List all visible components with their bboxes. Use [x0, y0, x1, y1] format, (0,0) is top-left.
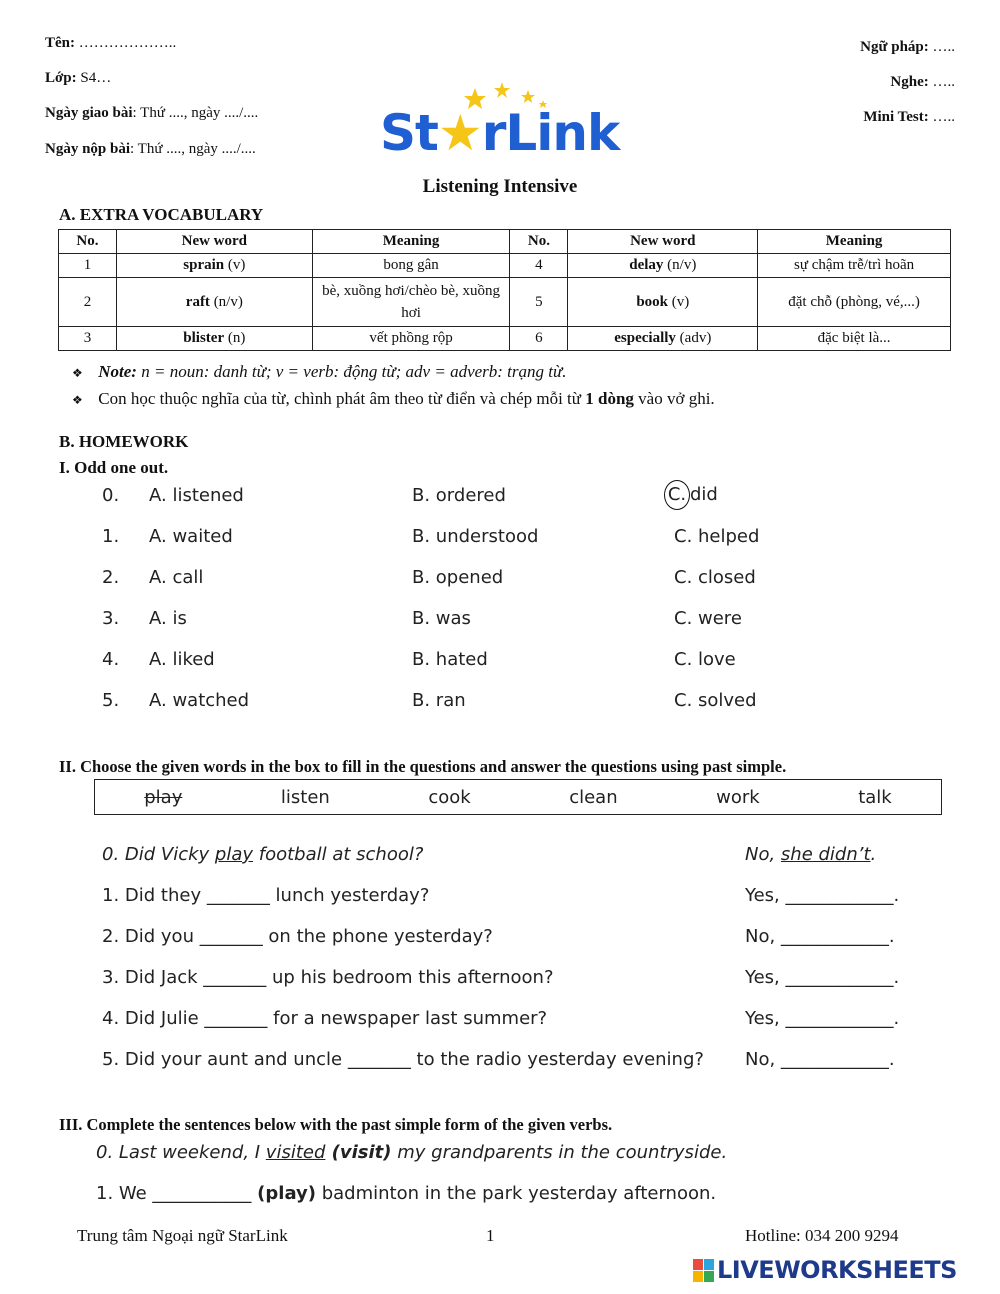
odd-option-c-selected[interactable]: C. did [664, 480, 718, 510]
odd-option-b[interactable]: B. ran [412, 690, 466, 711]
watermark-text: LIVEWORKSHEETS [717, 1256, 957, 1284]
part3-item[interactable]: 1. We ___________ (play) badminton in the park yesterday afternoon. [96, 1183, 717, 1204]
grammar-value: ….. [932, 39, 955, 55]
odd-item-num: 4. [102, 649, 120, 670]
class-label: Lớp: [45, 70, 77, 86]
part1-heading: I. Odd one out. [59, 458, 169, 477]
footer-center-name: Trung tâm Ngoại ngữ StarLink [77, 1226, 288, 1245]
col-header: Meaning [758, 230, 951, 254]
odd-option-a[interactable]: A. is [149, 608, 187, 629]
word-box [94, 779, 942, 815]
table-row [59, 254, 951, 278]
cell-word: sprain (v) [116, 254, 312, 278]
note-text: n = noun: danh từ; v = verb: động từ; adv = adverb: trạng từ. [141, 362, 567, 381]
cell-meaning: sự chậm trễ/trì hoãn [758, 254, 951, 278]
listening-score [890, 74, 955, 91]
word-box-item: play [144, 786, 183, 808]
due-date-line [45, 141, 256, 158]
cell-no: 5 [510, 278, 568, 327]
name-value[interactable]: ……………….. [78, 35, 177, 51]
odd-option-c[interactable]: C. solved [674, 690, 757, 711]
due-label: Ngày nộp bài [45, 141, 131, 157]
odd-item-num: 2. [102, 567, 120, 588]
minitest-value: ….. [932, 109, 955, 125]
name-line [45, 35, 176, 52]
assigned-value: : Thứ ...., ngày ..../.... [132, 105, 259, 121]
cell-meaning: bè, xuồng hơi/chèo bè, xuồng hơi [312, 278, 510, 327]
footer-hotline: Hotline: 034 200 9294 [745, 1226, 899, 1245]
odd-item-num: 3. [102, 608, 120, 629]
word-box-item: clean [569, 786, 618, 808]
odd-option-a[interactable]: A. waited [149, 526, 233, 547]
class-line [45, 70, 111, 87]
cell-no: 6 [510, 327, 568, 351]
word-box-item: talk [858, 786, 892, 808]
cell-no: 2 [59, 278, 117, 327]
vocab-table [58, 229, 951, 351]
odd-option-c[interactable]: C. helped [674, 526, 760, 547]
table-row [59, 327, 951, 351]
odd-item-num: 5. [102, 690, 120, 711]
cell-word: book (v) [568, 278, 758, 327]
cell-no: 4 [510, 254, 568, 278]
assigned-date-line [45, 105, 258, 122]
homework-heading: B. HOMEWORK [59, 432, 189, 451]
table-row [59, 278, 951, 327]
diamond-bullet-icon: ❖ [72, 393, 83, 407]
grammar-score [860, 39, 955, 56]
odd-item-num: 1. [102, 526, 120, 547]
liveworksheets-watermark [693, 1256, 957, 1284]
class-value: S4… [80, 70, 112, 86]
instruction-line: ❖ Con học thuộc nghĩa của từ, chình phát âm theo từ điển và chép mỗi từ 1 dòng vào vở ghi. [72, 389, 715, 408]
fill-answer[interactable]: No, ____________. [745, 926, 895, 947]
part3-example: 0. Last weekend, I visited (visit) my grandparents in the countryside. [96, 1142, 728, 1163]
due-value: : Thứ ...., ngày ..../.... [130, 141, 256, 157]
cell-word: delay (n/v) [568, 254, 758, 278]
odd-option-b[interactable]: B. hated [412, 649, 488, 670]
odd-option-b[interactable]: B. opened [412, 567, 504, 588]
fill-answer[interactable]: Yes, ____________. [745, 967, 900, 988]
starlink-logo [380, 80, 630, 160]
cell-no: 1 [59, 254, 117, 278]
col-header: Meaning [312, 230, 510, 254]
vocab-header-row [59, 230, 951, 254]
diamond-bullet-icon: ❖ [72, 366, 83, 380]
fill-question[interactable]: 5. Did your aunt and uncle _______ to the radio yesterday evening? [102, 1049, 704, 1070]
odd-option-c[interactable]: C. were [674, 608, 742, 629]
fill-question[interactable]: 2. Did you _______ on the phone yesterday? [102, 926, 493, 947]
cell-word: especially (adv) [568, 327, 758, 351]
listening-value: ….. [932, 74, 955, 90]
fill-question[interactable]: 3. Did Jack _______ up his bedroom this afternoon? [102, 967, 554, 988]
page-number: 1 [486, 1226, 495, 1245]
page-title: Listening Intensive [422, 176, 578, 197]
logo-wordmark: St★rLink [380, 104, 620, 162]
fill-answer[interactable]: No, ____________. [745, 1049, 895, 1070]
liveworksheets-logo-icon [693, 1259, 714, 1282]
odd-option-a[interactable]: A. listened [149, 485, 244, 506]
logo-star-icon: ★ [437, 104, 482, 162]
odd-option-b[interactable]: B. ordered [412, 485, 506, 506]
part2-example-question: 0. Did Vicky play football at school? [102, 844, 424, 865]
cell-word: blister (n) [116, 327, 312, 351]
odd-item-num: 0. [102, 485, 120, 506]
word-box-item: listen [280, 786, 330, 808]
cell-word: raft (n/v) [116, 278, 312, 327]
col-header: New word [568, 230, 758, 254]
note-line: ❖ Note: n = noun: danh từ; v = verb: động từ; adv = adverb: trạng từ. [72, 362, 567, 381]
minitest-score [863, 109, 955, 126]
word-box-item: cook [428, 786, 471, 808]
part2-heading: II. Choose the given words in the box to fill in the questions and answer the questions using past simple. [59, 757, 787, 776]
odd-option-a[interactable]: A. watched [149, 690, 250, 711]
listening-label: Nghe: [890, 74, 929, 90]
cell-meaning: đặt chỗ (phòng, vé,...) [758, 278, 951, 327]
col-header: New word [116, 230, 312, 254]
answer-circle: C. [664, 480, 690, 510]
word-box-item: work [716, 786, 760, 808]
vocab-heading: A. EXTRA VOCABULARY [59, 205, 264, 224]
fill-question[interactable]: 1. Did they _______ lunch yesterday? [102, 885, 430, 906]
col-header: No. [510, 230, 568, 254]
odd-option-c[interactable]: C. closed [674, 567, 756, 588]
fill-question[interactable]: 4. Did Julie _______ for a newspaper last summer? [102, 1008, 548, 1029]
cell-meaning: bong gân [312, 254, 510, 278]
minitest-label: Mini Test: [863, 109, 929, 125]
assigned-label: Ngày giao bài [45, 105, 133, 121]
grammar-label: Ngữ pháp: [860, 39, 929, 55]
odd-option-a[interactable]: A. call [149, 567, 204, 588]
odd-option-a[interactable]: A. liked [149, 649, 215, 670]
odd-option-c[interactable]: C. love [674, 649, 736, 670]
fill-answer[interactable]: Yes, ____________. [745, 1008, 900, 1029]
odd-option-b[interactable]: B. was [412, 608, 471, 629]
col-header: No. [59, 230, 117, 254]
cell-meaning: đặc biệt là... [758, 327, 951, 351]
name-label: Tên: [45, 35, 75, 51]
odd-option-b[interactable]: B. understood [412, 526, 539, 547]
cell-meaning: vết phồng rộp [312, 327, 510, 351]
fill-answer[interactable]: Yes, ____________. [745, 885, 900, 906]
part2-example-answer: No, she didn’t. [745, 844, 877, 865]
cell-no: 3 [59, 327, 117, 351]
part3-heading: III. Complete the sentences below with the past simple form of the given verbs. [59, 1115, 613, 1134]
note-label: Note [98, 362, 132, 381]
